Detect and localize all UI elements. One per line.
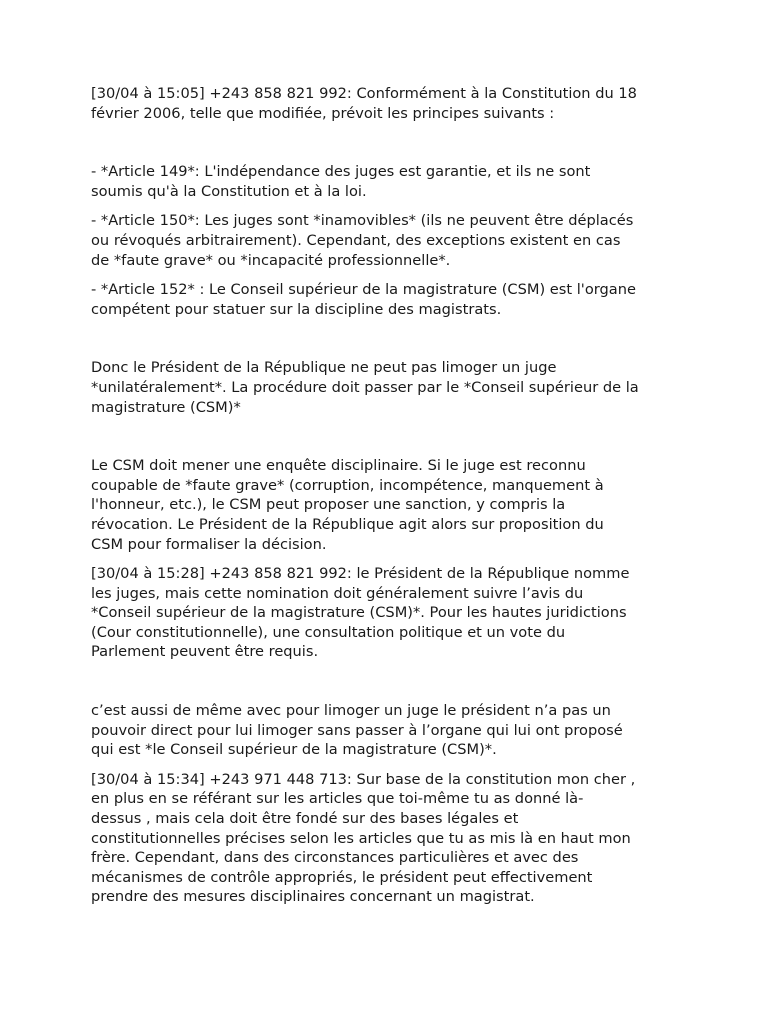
message-paragraph: [30/04 à 15:28] +243 858 821 992: le Président de la République nomme les juges, mais cette nomination doit généralement suivre l’avis du *Conseil supérieur de la magistrature (CSM)*. Pour les hautes juridictions (Cour constitutionnelle), une consultation politique et un vote du Parlement peuvent être requis. (91, 565, 630, 661)
message-paragraph: [30/04 à 15:34] +243 971 448 713: Sur base de la constitution mon cher , en plus en se référant sur les articles que toi-même tu as donné là- dessus , mais cela doit être fondé sur des bases légales et constitutionnelles précises selon les articles que tu as mis là en haut mon frère. Cependant, dans des circonstances particulières et avec des mécanismes de contrôle appropriés, le président peut effectivement prendre des mesures disciplinaires concernant un magistrat. (91, 770, 636, 906)
csm-procedure-paragraph: Le CSM doit mener une enquête disciplinaire. Si le juge est reconnu coupable de *faute grave* (corruption, incompétence, manquement à l'honneur, etc.), le CSM peut proposer une sanction, y compris la révocation. Le Président de la République agit alors sur proposition du CSM pour formaliser la décision. (91, 457, 604, 553)
reply-paragraph: c’est aussi de même avec pour limoger un juge le président n’a pas un pouvoir direct pour lui limoger sans passer à l’organe qui lui ont proposé qui est *le Conseil supérieur de la magistrature (CSM)*. (91, 702, 623, 759)
article-152-paragraph: - *Article 152* : Le Conseil supérieur de la magistrature (CSM) est l'organe compétent pour statuer sur la discipline des magistrats. (91, 281, 636, 318)
article-150-paragraph: - *Article 150*: Les juges sont *inamovibles* (ils ne peuvent être déplacés ou révoqués arbitrairement). Cependant, des exceptions existent en cas de *faute grave* ou *incapacité professionnelle*. (91, 212, 634, 269)
document-body (91, 84, 681, 907)
article-149-paragraph: - *Article 149*: L'indépendance des juges est garantie, et ils ne sont soumis qu'à la Constitution et à la loi. (91, 163, 591, 200)
conclusion-paragraph: Donc le Président de la République ne peut pas limoger un juge *unilatéralement*. La procédure doit passer par le *Conseil supérieur de la magistrature (CSM)* (91, 359, 639, 416)
message-paragraph: [30/04 à 15:05] +243 858 821 992: Conformément à la Constitution du 18 février 2006, telle que modifiée, prévoit les principes suivants : (91, 85, 637, 122)
